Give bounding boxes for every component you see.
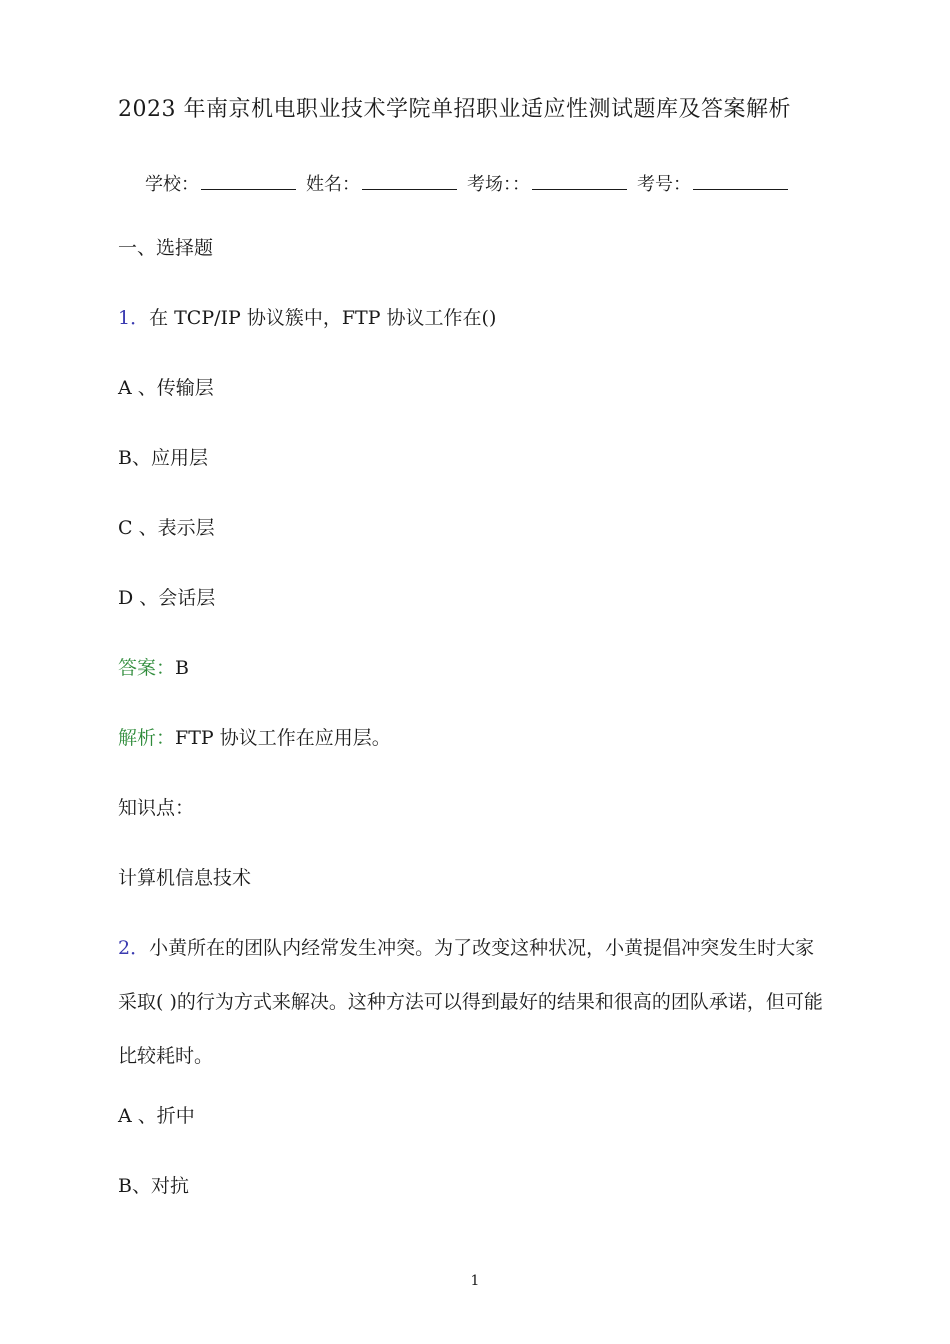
school-field <box>145 170 296 196</box>
question-2-line-2: 采取( )的行为方式来解决。这种方法可以得到最好的结果和很高的团队承诺，但可能 <box>118 991 823 1013</box>
q2-option-b: B、对抗 <box>118 1175 189 1197</box>
name-field <box>306 170 457 196</box>
q1-option-b: B、应用层 <box>118 447 208 469</box>
q2-option-a: A 、折中 <box>118 1105 195 1127</box>
question-2-line-1: 小黄所在的团队内经常发生冲突。为了改变这种状况，小黄提倡冲突发生时大家 <box>149 937 815 959</box>
q1-knowledge-label: 知识点： <box>118 797 195 819</box>
exam-room-label: 考场：： <box>467 174 530 195</box>
exam-number-blank <box>693 173 788 190</box>
question-1 <box>118 306 496 330</box>
school-label: 学校： <box>145 174 199 195</box>
q1-answer-value: B <box>175 657 189 679</box>
exam-room-blank <box>532 173 627 190</box>
question-2-line-3: 比较耗时。 <box>118 1045 214 1067</box>
name-label: 姓名： <box>306 174 360 195</box>
q1-option-a: A 、传输层 <box>118 377 214 399</box>
student-info-row <box>145 170 798 196</box>
q1-option-c: C 、表示层 <box>118 517 215 539</box>
school-blank <box>201 173 296 190</box>
q1-analysis-label: 解析： <box>118 727 176 749</box>
q1-analysis-text: FTP 协议工作在应用层。 <box>175 727 391 749</box>
exam-room-field <box>467 170 627 196</box>
q1-analysis <box>118 726 391 750</box>
document-title: 2023 年南京机电职业技术学院单招职业适应性测试题库及答案解析 <box>118 97 791 122</box>
q1-knowledge-text: 计算机信息技术 <box>118 867 252 889</box>
exam-number-field <box>637 170 788 196</box>
section-heading: 一、选择题 <box>118 237 214 259</box>
exam-number-label: 考号： <box>637 174 691 195</box>
q1-option-d: D 、会话层 <box>118 587 216 609</box>
q1-answer-label: 答案： <box>118 657 176 679</box>
q1-answer <box>118 656 189 680</box>
page-number: 1 <box>470 1273 480 1289</box>
question-2-number: 2． <box>118 937 150 959</box>
question-1-number: 1． <box>118 307 150 329</box>
question-2 <box>118 936 814 960</box>
name-blank <box>362 173 457 190</box>
question-1-text: 在 TCP/IP 协议簇中，FTP 协议工作在() <box>149 307 497 329</box>
